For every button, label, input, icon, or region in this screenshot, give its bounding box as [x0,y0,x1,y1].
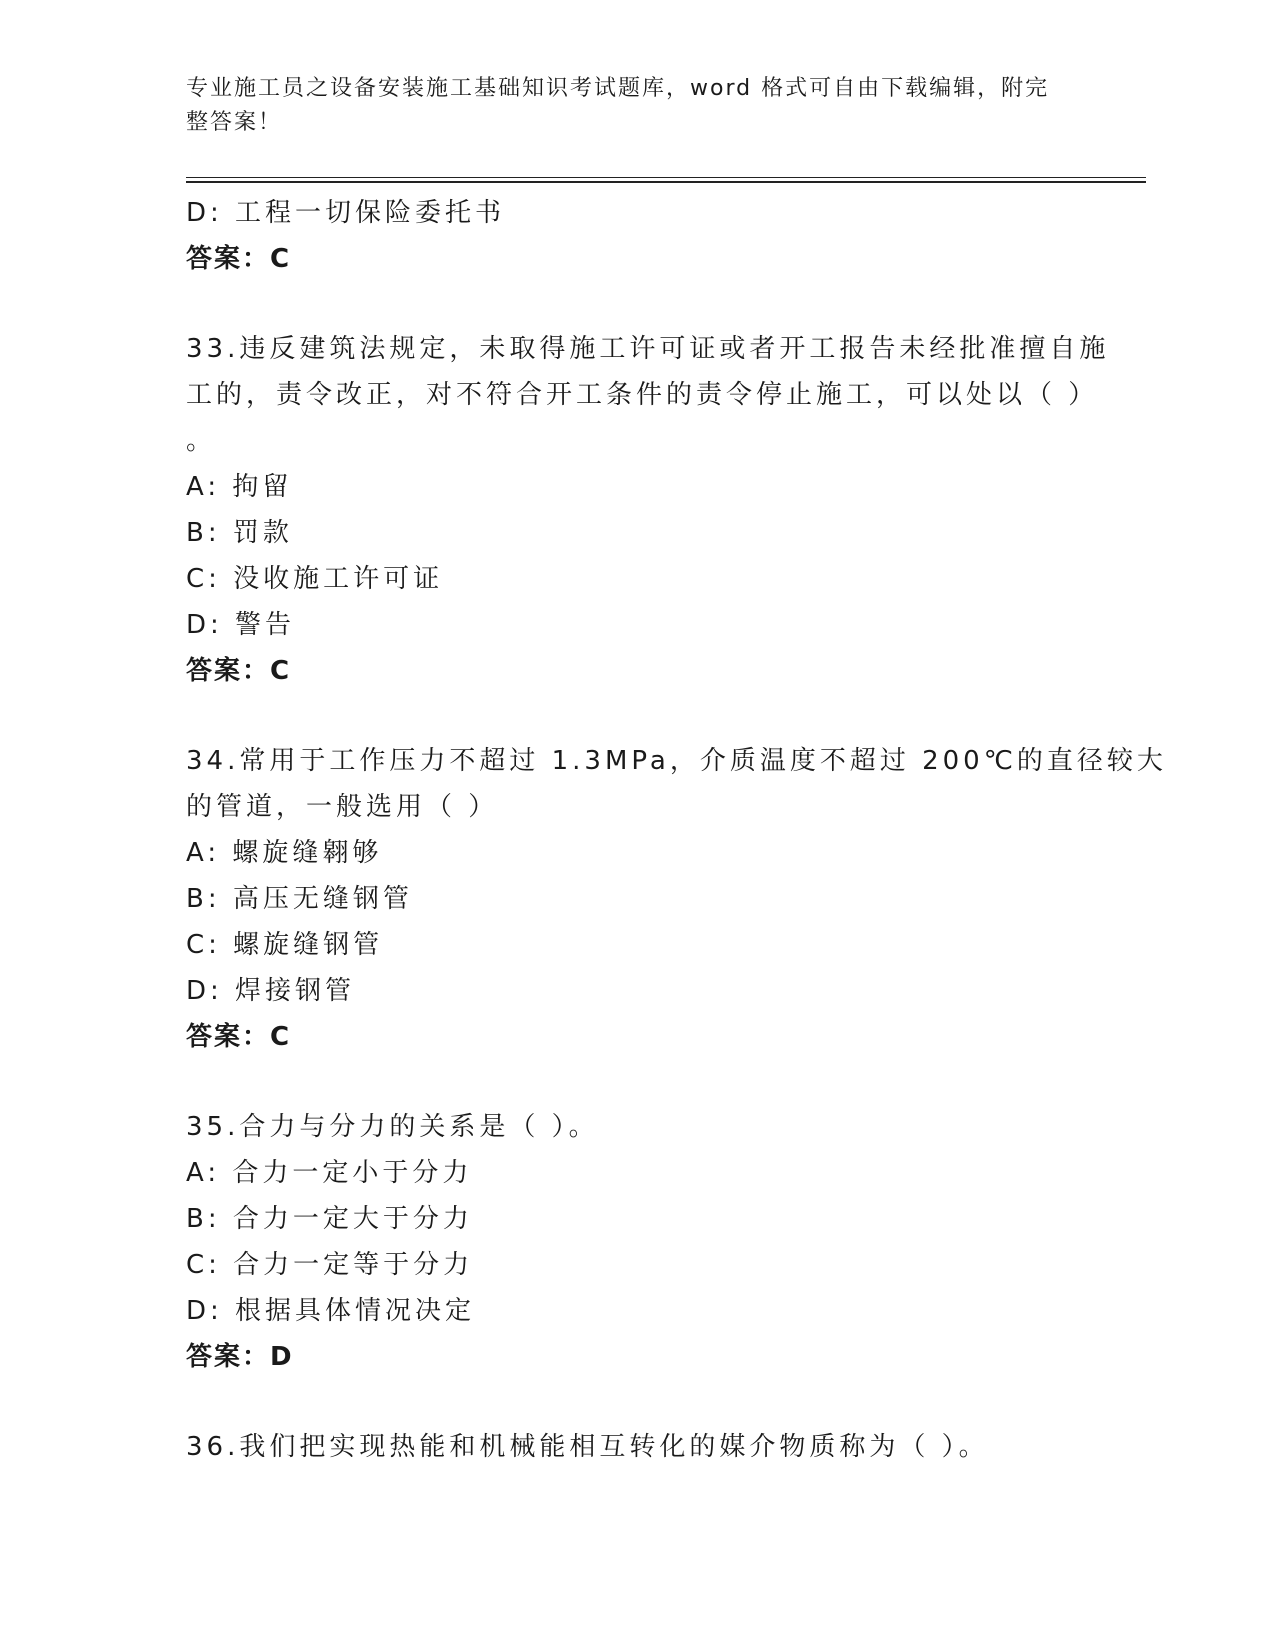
option-d: D: 焊接钢管 [186,976,356,1006]
question-text-line: 的管道，一般选用（ ） [186,792,499,822]
spacer [186,1060,1086,1104]
question-text-line: 35.合力与分力的关系是（ ）。 [186,1112,599,1142]
answer-line: 答案：C [186,656,292,686]
option-a: A: 合力一定小于分力 [186,1158,473,1188]
question-35 [186,1104,1086,1380]
spacer [186,1380,1086,1424]
answer-line: 答案：C [186,1022,292,1052]
option-b: B: 合力一定大于分力 [186,1204,473,1234]
question-34 [186,738,1167,1060]
option-c: C: 合力一定等于分力 [186,1250,474,1280]
header-line-1: 专业施工员之设备安装施工基础知识考试题库，word 格式可自由下载编辑，附完 [186,76,1050,101]
option-b: B: 罚款 [186,518,293,548]
question-36 [186,1424,1086,1470]
question-33 [186,326,1110,694]
option-a: A: 拘留 [186,472,293,502]
option-c: C: 螺旋缝钢管 [186,930,384,960]
option-a: A: 螺旋缝翱够 [186,838,383,868]
option-d: D: 根据具体情况决定 [186,1296,476,1326]
option-c: C: 没收施工许可证 [186,564,444,594]
answer-line: 答案：C [186,244,292,274]
option-d: D: 警告 [186,610,296,640]
header-divider-thick [186,181,1146,183]
spacer [186,694,1086,738]
option-d: D: 工程一切保险委托书 [186,198,506,228]
question-text-line: 34.常用于工作压力不超过 1.3MPa，介质温度不超过 200℃的直径较大 [186,746,1167,776]
question-text-line: 33.违反建筑法规定，未取得施工许可证或者开工报告未经批准擅自施 [186,334,1110,364]
question-text-line: 36.我们把实现热能和机械能相互转化的媒介物质称为（ ）。 [186,1432,989,1462]
document-body [186,190,1167,1470]
spacer [186,282,1086,326]
option-b: B: 高压无缝钢管 [186,884,413,914]
question-text-line: 工的，责令改正，对不符合开工条件的责令停止施工，可以处以（ ） [186,380,1099,410]
header-divider-thin [186,177,1146,178]
answer-line: 答案：D [186,1342,294,1372]
header-line-2: 整答案！ [186,110,283,135]
document-header [186,72,1066,140]
question-text-line: 。 [186,426,217,456]
